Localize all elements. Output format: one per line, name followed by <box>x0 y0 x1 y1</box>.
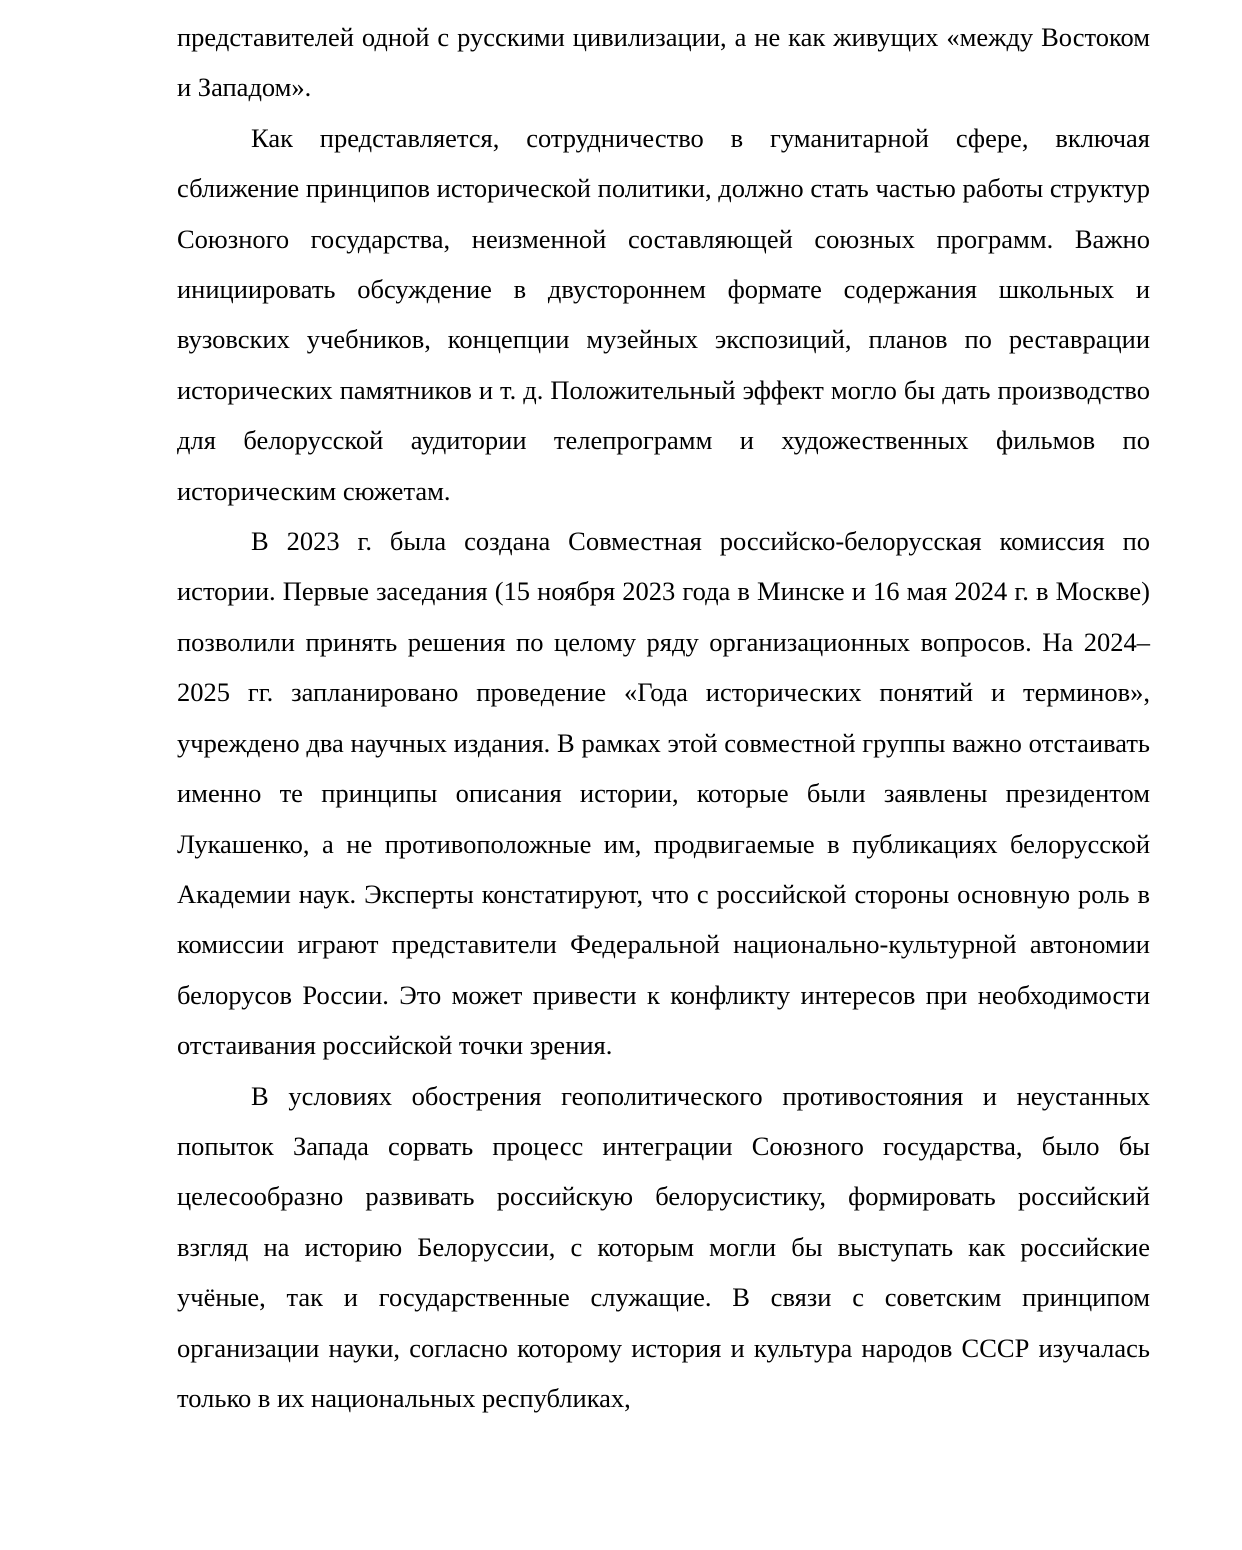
document-page <box>177 12 1150 1423</box>
paragraph-humanitarian-cooperation: Как представляется, сотрудничество в гуманитарной сфере, включая сближение принципов исторической политики, должно стать частью работы структур Союзного государства, неизменной составляющей союзных программ. Важно инициировать обсуждение в двустороннем формате содержания школьных и вузовских учебников, концепции музейных экспозиций, планов по реставрации исторических памятников и т. д. Положительный эффект могло бы дать производство для белорусской аудитории телепрограмм и художественных фильмов по историческим сюжетам. <box>177 122 1150 506</box>
paragraph-history-commission: В 2023 г. была создана Совместная российско-белорусская комиссия по истории. Первые заседания (15 ноября 2023 года в Минске и 16 мая 2024 г. в Москве) позволили принять решения по целому ряду организационных вопросов. На 2024–2025 гг. запланировано проведение «Года исторических понятий и терминов», учреждено два научных издания. В рамках этой совместной группы важно отстаивать именно те принципы описания истории, которые были заявлены президентом Лукашенко, а не противоположные им, продвигаемые в публикациях белорусской Академии наук. Эксперты констатируют, что с российской стороны основную роль в комиссии играют представители Федеральной национально-культурной автономии белорусов России. Это может привести к конфликту интересов при необходимости отстаивания российской точки зрения. <box>177 526 1150 1061</box>
paragraph-continuation: представителей одной с русскими цивилизации, а не как живущих «между Востоком и Западом». <box>177 22 1150 103</box>
paragraph-geopolitical-conditions: В условиях обострения геополитического противостояния и неустанных попыток Запада сорвать процесс интеграции Союзного государства, было бы целесообразно развивать российскую белорусистику, формировать российский взгляд на историю Белоруссии, с которым могли бы выступать как российские учёные, так и государственные служащие. В связи с советским принципом организации науки, согласно которому история и культура народов СССР изучалась только в их национальных республиках, <box>177 1080 1150 1413</box>
